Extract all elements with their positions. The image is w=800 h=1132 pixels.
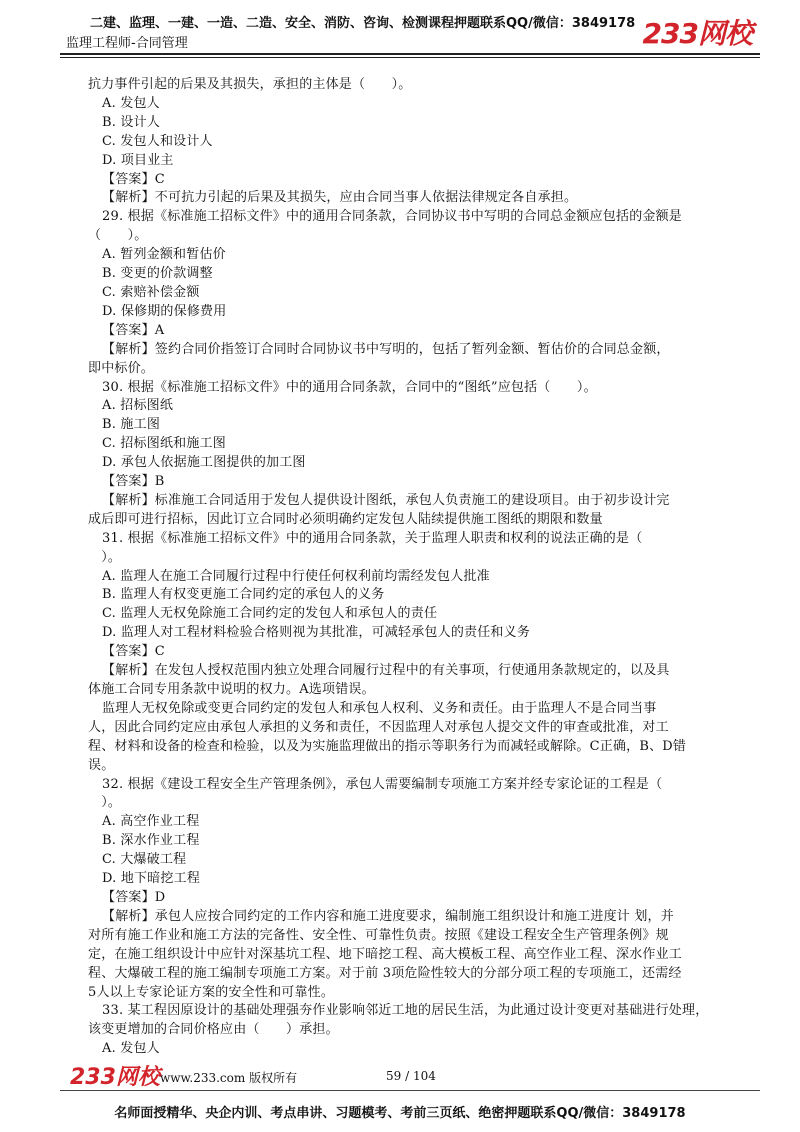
brand-logo-bottom: 233网校 [70,1065,160,1090]
header-subtitle: 监理工程师-合同管理 [66,36,188,51]
text-line: 程、材料和设备的检查和检验，以及为实施监理做出的指示等职务行为而减轻或解除。C正确，B、D错 [88,738,687,754]
footer-copyright: www.233.com 版权所有 [160,1071,298,1085]
text-line: 【解析】在发包人授权范围内独立处理合同履行过程中的有关事项，行使通用条款规定的，以及具 [102,663,670,679]
text-line: 抗力事件引起的后果及其损失，承担的主体是（ ）。 [88,77,412,92]
text-line: 【解析】不可抗力引起的后果及其损失，应由合同当事人依据法律规定各自承担。 [102,190,578,206]
text-line: 误。 [88,757,115,773]
text-line: 即中标价。 [88,360,155,376]
text-line: A. 暂列金额和暂估价 [102,247,226,263]
text-line: C. 索赔补偿金额 [102,284,200,300]
text-line: C. 招标图纸和施工图 [102,436,226,452]
text-line: D. 项目业主 [102,152,174,168]
text-line: 对所有施工作业和施工方法的完备性、安全性、可靠性负责。按照《建设工程安全生产管理条例》规 [88,927,669,943]
text-line: 29. 根据《标准施工招标文件》中的通用合同条款，合同协议书中写明的合同总金额应包括的金额是 [102,209,683,225]
text-line: D. 保修期的保修费用 [102,303,227,319]
text-line: 【答案】C [102,171,165,187]
text-line: 30. 根据《标准施工招标文件》中的通用合同条款，合同中的“图纸”应包括（ ）。 [102,379,597,395]
text-line: D. 监理人对工程材料检验合格则视为其批准，可减轻承包人的责任和义务 [102,625,531,641]
text-line: 该变更增加的合同价格应由（ ）承担。 [88,1022,339,1038]
header-divider-thin [60,57,760,58]
text-line: D. 承包人依据施工图提供的加工图 [102,455,306,471]
text-line: A. 招标图纸 [102,398,174,414]
text-line: 5人以上专家论证方案的安全性和可靠性。 [88,984,335,1000]
text-line: A. 发包人 [102,95,160,111]
text-line: 人，因此合同约定应由承包人承担的义务和责任，不因监理人对承包人提交文件的审查或批准，对工 [88,719,669,735]
text-line: 【答案】C [102,644,165,660]
text-line: B. 设计人 [102,114,161,130]
text-line: D. 地下暗挖工程 [102,871,201,887]
page-number: 59 / 104 [386,1069,436,1083]
text-line: 【答案】A [102,322,165,338]
header-top-line: 二建、监理、一建、一造、二造、安全、消防、咨询、检测课程押题联系QQ/微信：3849178 [90,16,636,31]
text-line: C. 发包人和设计人 [102,133,213,149]
text-line: C. 监理人无权免除施工合同约定的发包人和承包人的责任 [102,606,438,622]
text-line: B. 监理人有权变更施工合同约定的承包人的义务 [102,587,385,603]
text-line: 程、大爆破工程的施工编制专项施工方案。对于前 3项危险性较大的分部分项工程的专项施工，还需经 [88,965,682,981]
text-line: 31. 根据《标准施工招标文件》中的通用合同条款，关于监理人职责和权利的说法正确的是（ [102,530,643,546]
text-line: 【答案】B [102,474,165,490]
text-line: 33. 某工程因原设计的基础处理强夯作业影响邻近工地的居民生活，为此通过设计变更对基础进行处理， [102,1003,709,1019]
text-line: A. 高空作业工程 [102,814,200,830]
text-line: 定，在施工组织设计中应针对深基坑工程、地下暗挖工程、高大模板工程、高空作业工程、深水作业工 [88,946,683,962]
text-line: 32. 根据《建设工程安全生产管理条例》，承包人需要编制专项施工方案并经专家论证的工程是（ [102,776,663,792]
document-body [88,76,748,1059]
footer-bottom-line: 名师面授精华、央企内训、考点串讲、习题模考、考前三页纸、绝密押题联系QQ/微信：3849178 [114,1106,686,1121]
text-line: A. 监理人在施工合同履行过程中行使任何权利前均需经发包人批准 [102,568,490,584]
brand-logo-top: 233网校 [642,17,752,50]
text-line: （ ）。 [88,228,148,244]
text-line: 成后即可进行招标，因此订立合同时必须明确约定发包人陆续提供施工图纸的期限和数量 [88,511,603,527]
text-line: 监理人无权免除或变更合同约定的发包人和承包人权利、义务和责任。由于监理人不是合同当事 [102,700,657,716]
text-line: B. 深水作业工程 [102,833,200,849]
text-line: 【解析】标准施工合同适用于发包人提供设计图纸，承包人负责施工的建设项目。由于初步设计完 [102,492,670,508]
text-line: A. 发包人 [102,1041,160,1057]
text-line: 【解析】签约合同价指签订合同时合同协议书中写明的，包括了暂列金额、暂估价的合同总金额， [102,341,670,357]
text-line: C. 大爆破工程 [102,852,187,868]
text-line: 【答案】D [102,889,166,905]
text-line: B. 变更的价款调整 [102,266,213,282]
text-line: ）。 [88,549,122,565]
text-line: 【解析】承包人应按合同约定的工作内容和施工进度要求，编制施工组织设计和施工进度计 划，并 [102,908,674,924]
text-line: B. 施工图 [102,417,161,433]
footer-divider [60,1090,760,1091]
text-line: 体施工合同专用条款中说明的权力。A选项错误。 [88,682,375,697]
header-divider [60,53,760,55]
text-line: ）。 [88,795,122,811]
